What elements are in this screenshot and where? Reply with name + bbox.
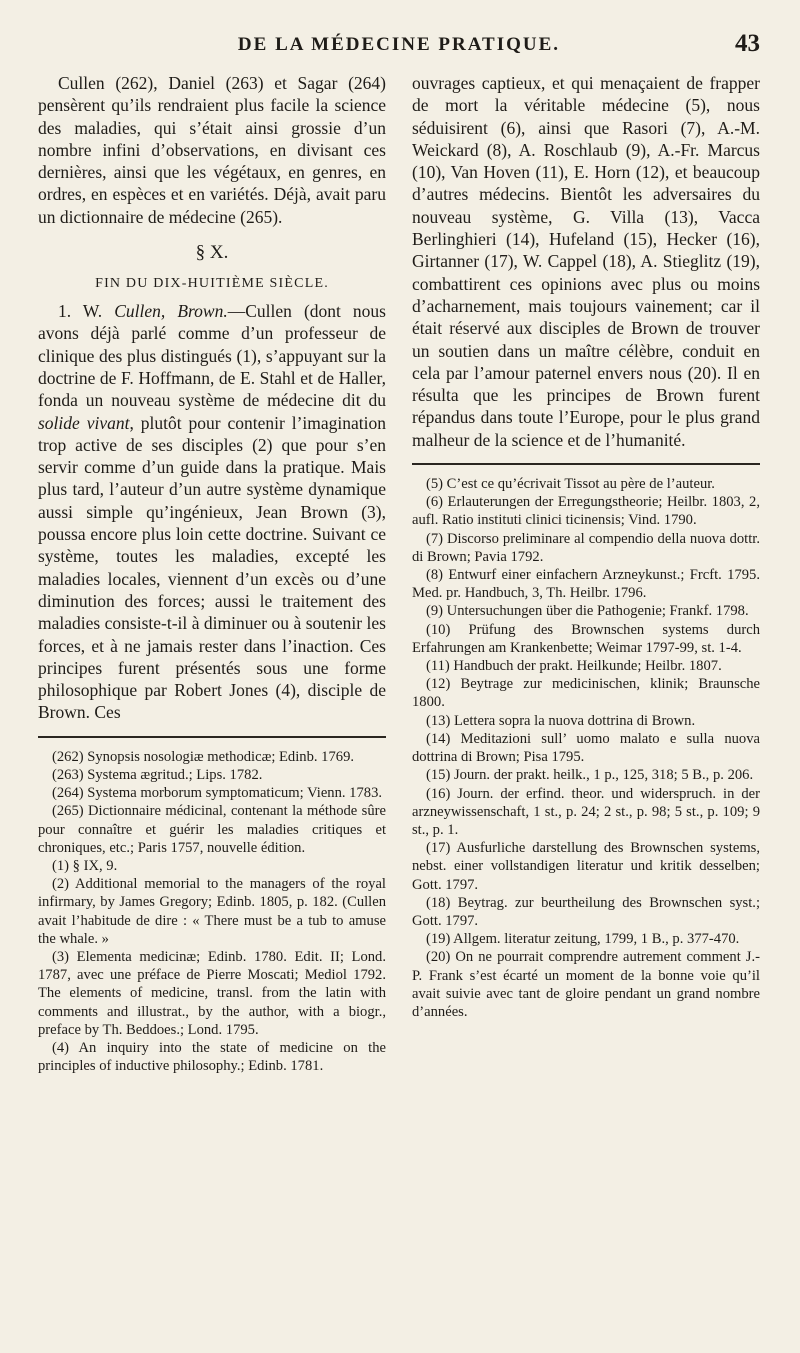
footnote: (11) Handbuch der prakt. Heilkunde; Heilbr. 1807. bbox=[426, 658, 722, 675]
footnote: (6) Erlauterungen der Erregungstheorie; Heilbr. 1803, 2, aufl. Ratio instituti clinici ticinensis; Vind. 1790. bbox=[412, 494, 760, 529]
footnote: (5) C’est ce qu’écrivait Tissot au père de l’auteur. bbox=[426, 476, 715, 493]
footnote-rule bbox=[38, 736, 386, 738]
paragraph-lead: 1. W. bbox=[58, 301, 115, 322]
left-column bbox=[38, 72, 386, 1075]
footnote: (264) Systema morborum symptomaticum; Vienn. 1783. bbox=[52, 785, 383, 802]
running-title: DE LA MÉDECINE PRATIQUE. bbox=[237, 34, 561, 55]
footnote: (15) Journ. der prakt. heilk., 1 p., 125, 318; 5 B., p. 206. bbox=[426, 767, 754, 784]
footnote: (263) Systema ægritud.; Lips. 1782. bbox=[52, 766, 263, 783]
footnote: (16) Journ. der erfind. theor. und widerspruch. in der arzneywissenschaft, 1 st., p. 24; 2 st., p. 98; 5 st., p. 109; 9 st., p. 1. bbox=[412, 785, 760, 838]
footnote: (10) Prüfung des Brownschen systems durch Erfahrungen am Krankenbette; Weimar 1797-99, st. 1-4. bbox=[412, 621, 760, 656]
intro-paragraph: Cullen (262), Daniel (263) et Sagar (264) pensèrent qu’ils rendraient plus facile la science des maladies, qui s’était ainsi grossie d’un nombre infini d’observations, en divisant ces dernières, ainsi que les végétaux, en genres, en ordres, en espèces et en variétés. Déjà, avait paru un dictionnaire de médecine (265). bbox=[38, 73, 386, 227]
paragraph-names: Cullen, Brown. bbox=[114, 301, 228, 322]
left-footnotes bbox=[38, 748, 386, 1076]
footnote: (7) Discorso preliminare al compendio della nuova dottr. di Brown; Pavia 1792. bbox=[412, 530, 760, 565]
running-head bbox=[38, 28, 760, 62]
paragraph-text-b: , plutôt pour contenir l’imagination trop active de ses disciples (2) que pour s’en servir comme d’un guide dans la pratique. Mais plus tard, l’auteur d’un autre système dynamique aussi simple qu’ingénieux, Jean Brown (3), poussa encore plus loin cette doctrine. Suivant ce système, toutes les maladies, excepté les maladies locales, viennent d’un excès ou d’une diminution des forces; aussi le traitement des maladies consiste-t-il à diminuer ou à soutenir les forces, et à ne jamais rester dans l’inaction. Ces principes furent présentés sous une forme philosophique par Robert Jones (4), disciple de Brown. Ces bbox=[38, 412, 386, 723]
continued-paragraph: ouvrages captieux, et qui menaçaient de frapper de mort la véritable médecine (5), nous séduisirent (6), ainsi que Rasori (7), A.-M. Weickard (8), A. Roschlaub (9), A.-Fr. Marcus (10), Van Hoven (11), E. Horn (12), et beaucoup d’autres médecins. Bientôt les adversaires du nouveau système, G. Villa (13), Vacca Berlinghieri (14), Hufeland (15), Hecker (16), Girtanner (17), W. Cappel (18), A. Stieglitz (19), combattirent ces opinions avec plus ou moins d’acharnement, mais toujours vainement; car il était réservé aux disciples de Brown de trouver un soutien dans un maître célèbre, conduit en cela par l’amour paternel envers nous (20). Il en résulta que les principes de Brown furent répandus dans toute l’Europe, pour le plus grand malheur de la science et de l’humanité. bbox=[412, 73, 760, 450]
text-columns bbox=[38, 72, 760, 1075]
section-mark: § X. bbox=[195, 242, 229, 264]
footnote: (14) Meditazioni sull’ uomo malato e sulla nuova dottrina di Brown; Pisa 1795. bbox=[412, 730, 760, 766]
footnote: (9) Untersuchungen über die Pathogenie; Frankf. 1798. bbox=[426, 603, 749, 620]
footnote: (19) Allgem. literatur zeitung, 1799, 1 B., p. 377-470. bbox=[426, 931, 740, 948]
paragraph-term: solide vivant bbox=[38, 412, 130, 433]
footnote: (1) § IX, 9. bbox=[52, 857, 118, 874]
footnote: (17) Ausfurliche darstellung des Brownschen systems, nebst. einer vollstandigen literatur und kritik desselben; Gott. 1797. bbox=[412, 840, 760, 893]
footnote: (12) Beytrage zur medicinischen, klinik; Braunsche 1800. bbox=[412, 676, 760, 711]
footnote-rule bbox=[412, 463, 760, 465]
footnote: (20) On ne pourrait comprendre autrement comment J.-P. Frank s’est écarté un moment de la bonne voie qu’il avait suivie avec tant de gloire pendant un grand nombre d’années. bbox=[412, 949, 760, 1020]
right-column bbox=[412, 72, 760, 1075]
footnote: (265) Dictionnaire médicinal, contenant la méthode sûre pour connaître et guérir les maladies critiques et chroniques, etc.; Paris 1757, nouvelle édition. bbox=[38, 803, 386, 856]
footnote: (3) Elementa medicinæ; Edinb. 1780. Edit. II; Lond. 1787, avec une préface de Pierre Moscati; Mediol 1792. The elements of medicine, transl. from the latin with comments and illustrat., by the author, with a biogr., preface by Th. Beddoes.; Lond. 1795. bbox=[38, 948, 386, 1038]
footnote: (13) Lettera sopra la nuova dottrina di Brown. bbox=[426, 712, 696, 729]
footnote: (2) Additional memorial to the managers of the royal infirmary, by James Gregory; Edinb. 1805, p. 182. (Cullen avait l’habitude de dire : « There must be a tub to amuse the whale. » bbox=[38, 876, 386, 947]
main-paragraph bbox=[38, 300, 386, 724]
footnote: (262) Synopsis nosologiæ methodicæ; Edinb. 1769. bbox=[52, 748, 355, 765]
section-title: FIN DU DIX-HUITIÈME SIÈCLE. bbox=[95, 276, 329, 292]
footnote: (18) Beytrag. zur beurtheilung des Brownschen syst.; Gott. 1797. bbox=[412, 894, 760, 929]
paragraph-text-a: —Cullen (dont nous avons déjà parlé comme d’un professeur de clinique des plus distingués (1), s’appuyant sur la doctrine de F. Hoffmann, de E. Stahl et de Haller, fonda un nouveau système de médecine dit du bbox=[38, 301, 386, 411]
page-number: 43 bbox=[735, 30, 760, 57]
right-footnotes bbox=[412, 475, 760, 1021]
footnote: (8) Entwurf einer einfachern Arzneykunst.; Frcft. 1795. Med. pr. Handbuch, 3, Th. Heilbr. 1796. bbox=[412, 567, 760, 602]
footnote: (4) An inquiry into the state of medicine on the principles of inductive philosophy.; Edinb. 1781. bbox=[38, 1039, 386, 1075]
